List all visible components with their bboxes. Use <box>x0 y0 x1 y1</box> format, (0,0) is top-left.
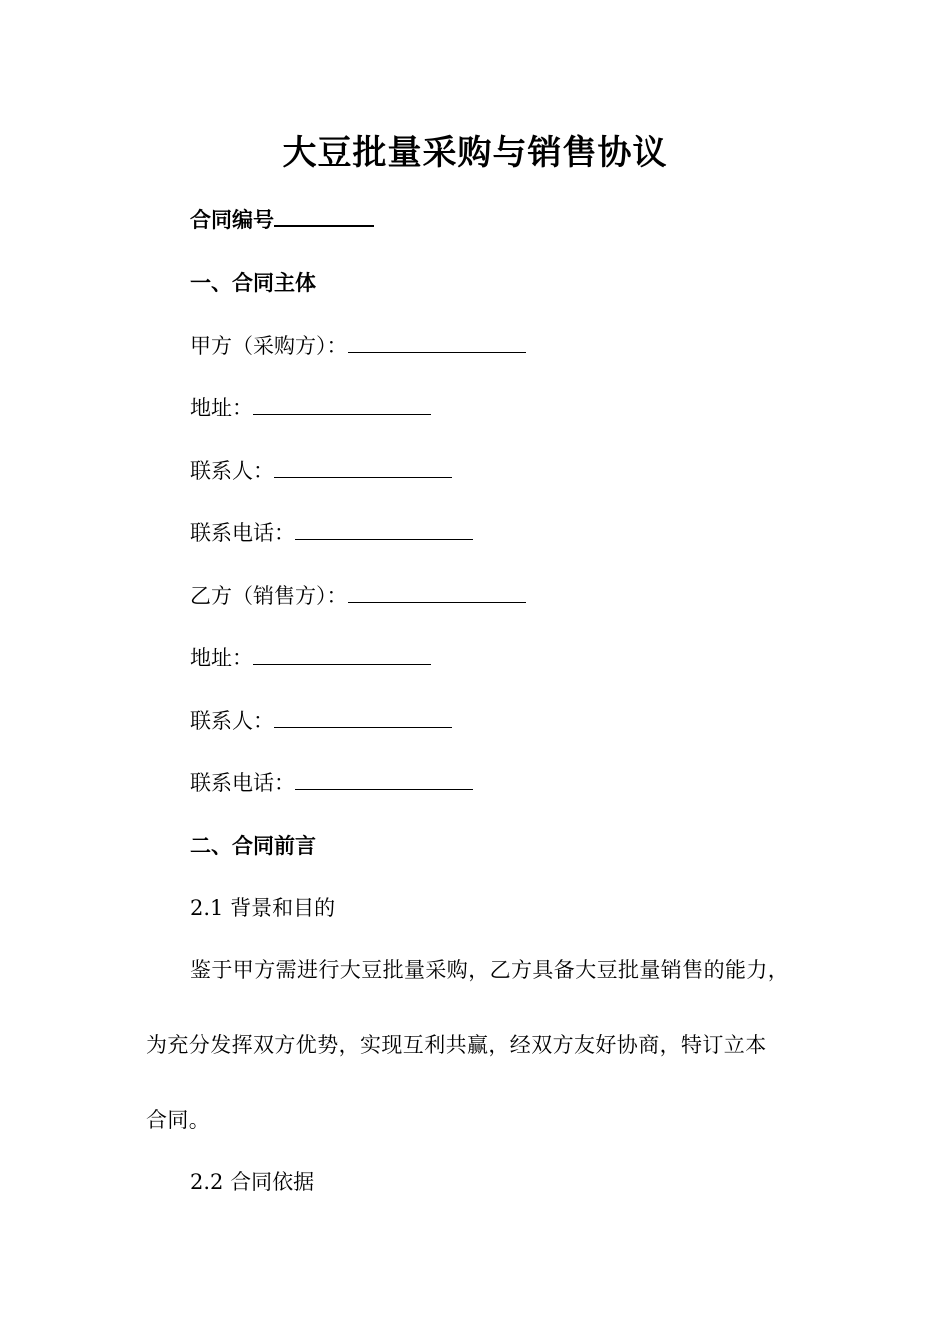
contract-number-line <box>190 205 374 235</box>
section1-heading: 一、合同主体 <box>190 270 316 295</box>
party-b-contact-line <box>190 706 452 736</box>
document-title: 大豆批量采购与销售协议 <box>282 133 668 173</box>
party-a-address-label: 地址： <box>190 396 253 420</box>
party-b-address-line <box>190 643 431 673</box>
party-b-phone-blank <box>295 769 473 790</box>
contract-number-blank <box>274 205 374 227</box>
party-a-address-line <box>190 393 431 423</box>
party-b-line <box>190 581 526 611</box>
section2-heading: 二、合同前言 <box>190 833 316 858</box>
party-a-blank <box>348 332 526 353</box>
subsection-2-2-title: 2.2 合同依据 <box>190 1170 315 1194</box>
paragraph-line-2: 为充分发挥双方优势，实现互利共赢，经双方友好协商，特订立本 <box>146 1033 767 1057</box>
party-a-phone-line <box>190 518 473 548</box>
party-a-phone-label: 联系电话： <box>190 521 295 545</box>
party-b-label: 乙方（销售方）： <box>190 584 348 608</box>
party-b-address-label: 地址： <box>190 646 253 670</box>
party-a-contact-blank <box>274 457 452 478</box>
party-b-address-blank <box>253 644 431 665</box>
party-a-line <box>190 331 526 361</box>
paragraph-line-3: 合同。 <box>146 1108 211 1132</box>
paragraph-line-1: 鉴于甲方需进行大豆批量采购，乙方具备大豆批量销售的能力， <box>190 958 790 982</box>
party-b-phone-line <box>190 768 473 798</box>
party-b-phone-label: 联系电话： <box>190 771 295 795</box>
subsection-2-1-title: 2.1 背景和目的 <box>190 896 336 920</box>
party-b-contact-label: 联系人： <box>190 709 274 733</box>
party-a-contact-line <box>190 456 452 486</box>
contract-number-label: 合同编号 <box>190 207 274 232</box>
party-b-blank <box>348 582 526 603</box>
party-b-contact-blank <box>274 707 452 728</box>
party-a-address-blank <box>253 394 431 415</box>
party-a-phone-blank <box>295 519 473 540</box>
party-a-label: 甲方（采购方）： <box>190 334 348 358</box>
party-a-contact-label: 联系人： <box>190 459 274 483</box>
